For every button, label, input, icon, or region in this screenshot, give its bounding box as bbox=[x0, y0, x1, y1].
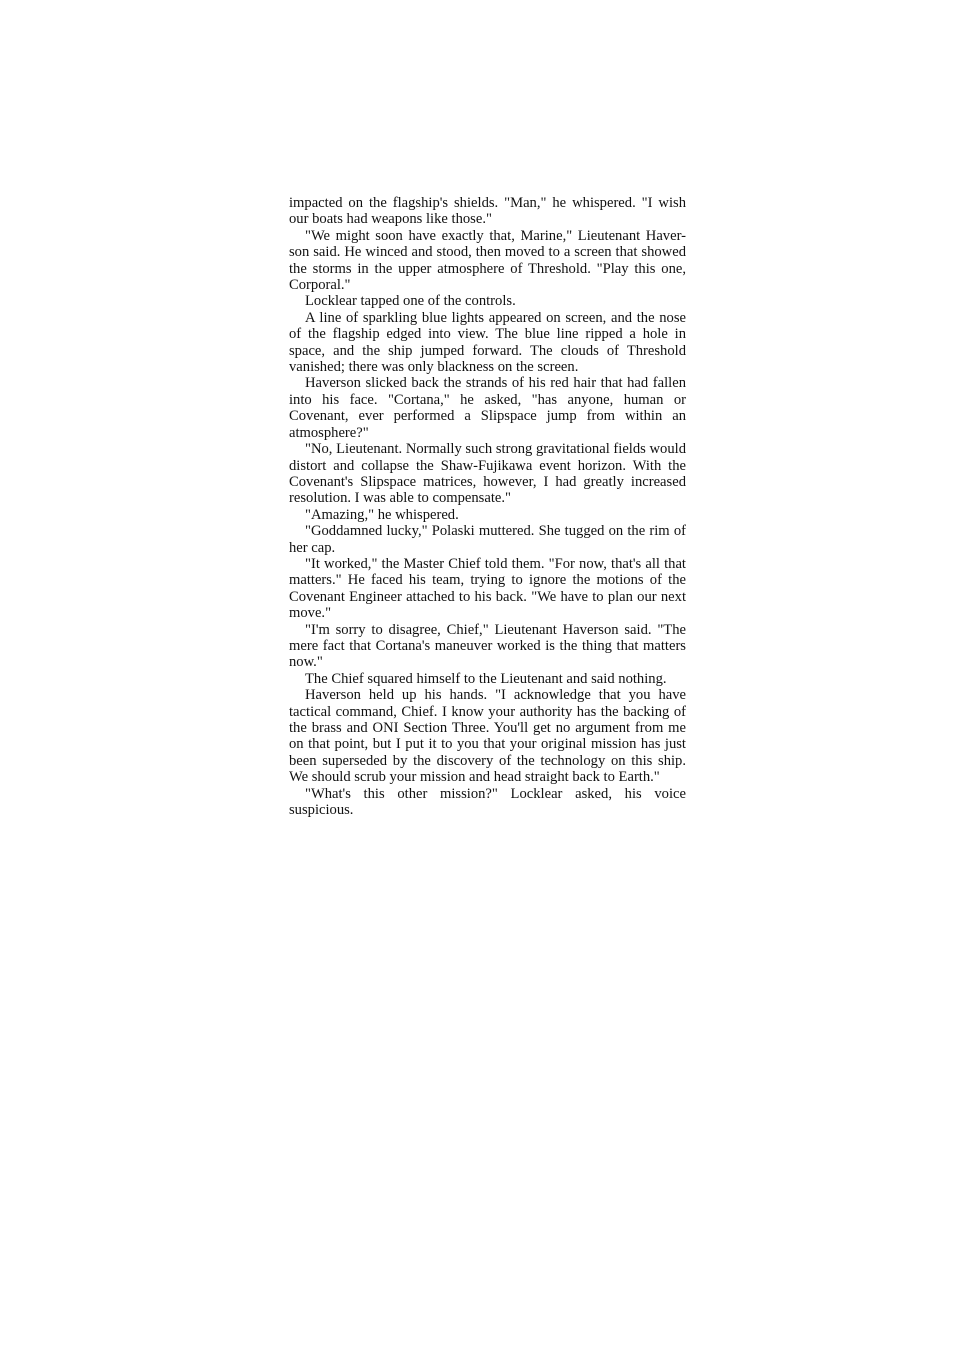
paragraph: "Goddamned lucky," Polaski muttered. She tugged on the rim of her cap. bbox=[289, 523, 686, 556]
paragraph: impacted on the flagship's shields. "Man," he whispered. "I wish our boats had weapons like those." bbox=[289, 195, 686, 228]
paragraph: "I'm sorry to disagree, Chief," Lieutenant Haverson said. "The mere fact that Cortana's maneuver worked is the thing that matters now." bbox=[289, 621, 686, 671]
paragraph: "What's this other mission?" Locklear asked, his voice suspicious. bbox=[289, 785, 686, 819]
paragraph: Haverson slicked back the strands of his red hair that had fallen into his face. "Cortana," he asked, "has anyone, human or Covenant, ever performed a Slipspace jump from within an atmosphere?" bbox=[289, 375, 686, 441]
paragraph: The Chief squared himself to the Lieutenant and said nothing. bbox=[305, 670, 667, 687]
paragraph: "No, Lieutenant. Normally such strong gravitational fields would distort and collapse the Shaw-Fujikawa event horizon. With the Covenant's Slipspace matrices, however, I had greatly increased resolution. I was able to compensate." bbox=[289, 441, 686, 507]
page-body-text bbox=[289, 195, 686, 818]
paragraph: "Amazing," he whispered. bbox=[305, 506, 459, 523]
paragraph: Locklear tapped one of the controls. bbox=[305, 293, 516, 310]
paragraph: Haverson held up his hands. "I acknowledge that you have tactical command, Chief. I know your authority has the backing of the brass and ONI Section Three. You'll get no argument from me on that point, but I put it to you that your original mission has just been superseded by the discovery of the technology on this ship. We should scrub your mission and head straight back to Earth." bbox=[289, 687, 686, 786]
paragraph: "It worked," the Master Chief told them. "For now, that's all that matters." He faced his team, trying to ignore the motions of the Covenant Engineer attached to his back. "We have to plan our next move." bbox=[289, 555, 686, 622]
paragraph: A line of sparkling blue lights appeared on screen, and the nose of the flagship edged into view. The blue line ripped a hole in space, and the ship jumped forward. The clouds of Threshold vanished; there was only blackness on the screen. bbox=[289, 309, 686, 376]
paragraph: "We might soon have exactly that, Marine," Lieutenant Haver-son said. He winced and stood, then moved to a screen that showed the storms in the upper atmosphere of Threshold. "Play this one, Corporal." bbox=[289, 227, 686, 294]
